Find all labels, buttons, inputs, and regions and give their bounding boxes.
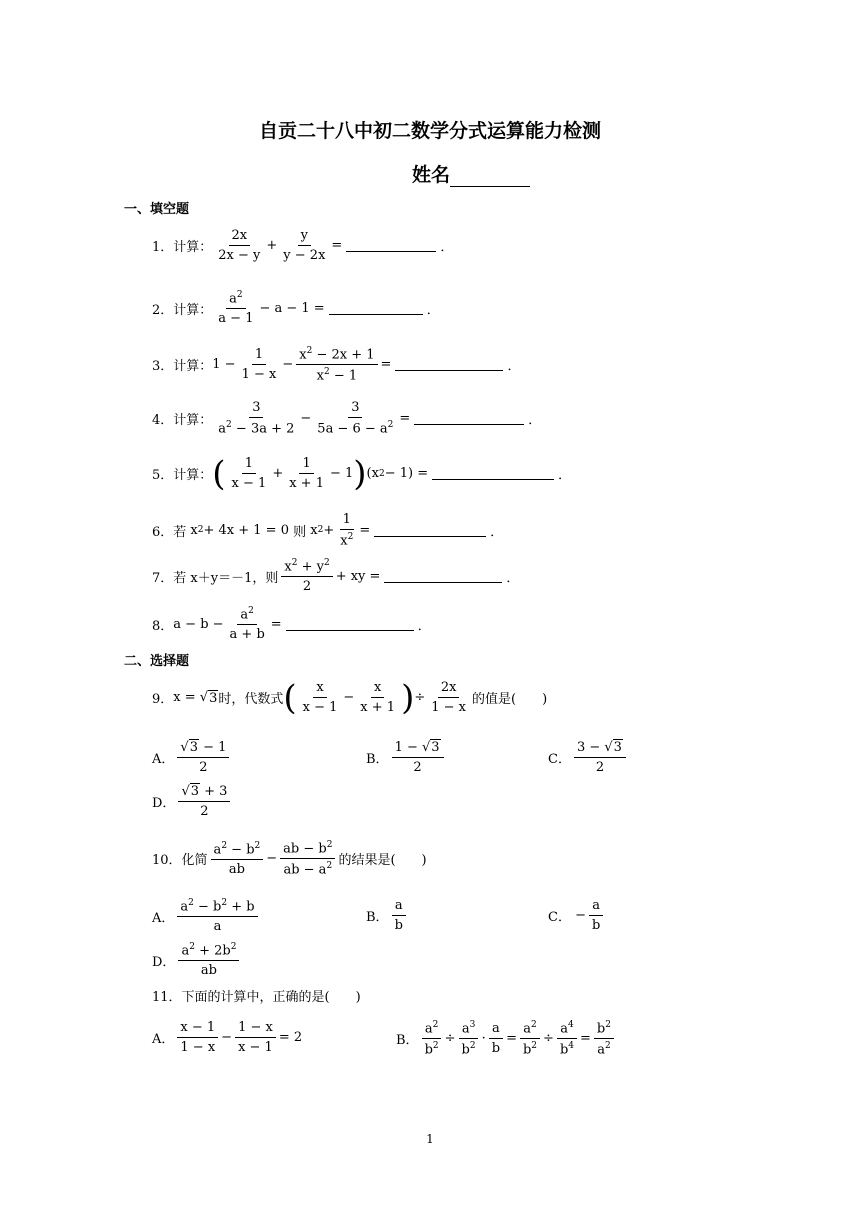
answer-blank [346,239,436,252]
fraction: $\frac{2x}{2x - y}$ [218,228,261,263]
question-label: 2．计算： [152,302,213,318]
fraction: $\frac{x^2 + y^2}{2}$ [281,558,332,594]
option-9c: C． $\frac{3 - √3}{2}$ [548,740,629,775]
question-label: 10．化简 [152,853,208,869]
fraction: $\frac{ab - b^2}{ab - a^2}$ [280,840,335,878]
page-number: 1 [426,1132,434,1146]
section-choice: 二、选择题 [124,654,190,669]
fraction: $\frac{a^2}{a - 1}$ [218,290,254,327]
question-label: 7．若 x＋y＝－1，则 [152,570,279,586]
fraction: $\frac{a}{b}$ [392,898,406,933]
name-label: 姓名 [412,164,451,186]
fraction: $\frac{a^2}{a + b}$ [229,606,265,643]
answer-blank [329,302,423,315]
option-10c: C． − $\frac{a}{b}$ [548,898,606,933]
fraction: $\frac{a^2}{b^2}$ [520,1020,540,1058]
fraction: $\frac{x - 1}{1 - x}$ [177,1020,218,1055]
question-label: 5．计算： [152,468,213,483]
question-1: 1．计算： $\frac{2x}{2x - y}$ + $\frac{y}{y - 2x}$ = ． [152,228,454,263]
answer-blank [374,524,486,537]
option-11a: A． $\frac{x - 1}{1 - x}$ − $\frac{1 - x}{x - 1}$ = 2 [152,1020,303,1055]
question-6: 6．若 x 2 + 4x + 1 = 0 则 x 2 + $\frac{1}{x^2}$ = ． [152,512,504,549]
option-10a: A． $\frac{a^2 - b^2 + b}{a}$ [152,898,261,934]
fraction: $\frac{b^2}{a^2}$ [594,1020,614,1058]
answer-blank [432,467,554,480]
fraction: $\frac{a}{b}$ [589,898,603,933]
fraction: $\frac{1}{x + 1}$ [289,456,324,491]
fraction: $\frac{√3 - 1}{2}$ [177,740,229,775]
option-9d: D． $\frac{√3 + 3}{2}$ [152,784,233,819]
section-fill: 一、填空题 [124,202,190,217]
option-10d: D． $\frac{a^2 + 2b^2}{ab}$ [152,942,242,978]
fraction: $\frac{2x}{1 - x}$ [431,680,466,715]
fraction: $\frac{3 - √3}{2}$ [574,740,626,775]
question-11 [152,986,361,1005]
question-label: 1．计算： [152,240,213,255]
fraction: $\frac{1}{x^2}$ [340,512,354,549]
fraction: $\frac{1 - x}{x - 1}$ [235,1020,276,1055]
answer-blank [384,570,502,583]
name-field [412,160,530,187]
option-10b: B． $\frac{a}{b}$ [366,898,409,933]
fraction: $\frac{1 - √3}{2}$ [392,740,444,775]
fraction: $\frac{a^2 - b^2 + b}{a}$ [177,898,257,934]
page-title: 自贡二十八中初二数学分式运算能力检测 [258,120,601,142]
question-label: 9． [152,692,174,707]
fraction: $\frac{a^2 + 2b^2}{ab}$ [178,942,239,978]
fraction: $\frac{a^3}{b^2}$ [459,1020,479,1058]
fraction: $\frac{1}{1 - x}$ [241,347,277,383]
answer-blank [286,618,414,631]
option-9b: B． $\frac{1 - √3}{2}$ [366,740,447,775]
name-blank [450,168,530,187]
question-9: 9． x = √ 3 时，代数式 ( $\frac{x}{x - 1}$ − $\frac{x}{x + 1}$ ) ÷ $\frac{2x}{1 - x}$ 的值是( ) [152,677,548,718]
question-3: 3．计算： 1 − $\frac{1}{1 - x}$ − $\frac{x^2 - 2x + 1}{x^2 - 1}$ = ． [152,346,521,384]
fraction: $\frac{a^2}{b^2}$ [422,1020,442,1058]
option-11b: B． $\frac{a^2}{b^2}$ ÷ $\frac{a^3}{b^2}$ · $\frac{a}{b}$ = $\frac{a^2}{b^2}$ ÷ $\frac{a^4}{b^4}$ = $\frac{b^2}{a^2}$ [396,1020,617,1058]
question-8: 8． a − b − $\frac{a^2}{a + b}$ = ． [152,606,431,643]
fraction: $\frac{3}{a^2 - 3a + 2}$ [218,400,295,437]
fraction: $\frac{a^4}{b^4}$ [557,1020,577,1058]
question-label: 3．计算： [152,359,213,375]
question-7: 7．若 x＋y＝－1，则 $\frac{x^2 + y^2}{2}$ + xy = ． [152,558,520,595]
fraction: $\frac{1}{x - 1}$ [231,456,267,491]
question-label: 4．计算： [152,412,213,428]
question-2: 2．计算： $\frac{a^2}{a - 1}$ − a − 1 = ． [152,290,440,327]
fraction: $\frac{a^2 - b^2}{ab}$ [211,841,264,877]
fraction: $\frac{y}{y - 2x}$ [283,228,326,263]
fraction: $\frac{x}{x - 1}$ [302,680,338,715]
fraction: $\frac{a}{b}$ [489,1021,503,1056]
question-4: 4．计算： $\frac{3}{a^2 - 3a + 2}$ − $\frac{3}{5a - 6 - a^2}$ = ． [152,400,542,437]
question-label: 11．下面的计算中，正确的是( ) [152,990,361,1005]
question-5: 5．计算： ( $\frac{1}{x - 1}$ + $\frac{1}{x + 1}$ − 1 ) (x 2 − 1) = ． [152,453,572,494]
option-9a: A． $\frac{√3 - 1}{2}$ [152,740,232,775]
fraction: $\frac{√3 + 3}{2}$ [178,784,230,819]
question-label: 8． [152,618,174,634]
answer-blank [395,358,503,371]
fraction: $\frac{3}{5a - 6 - a^2}$ [317,400,394,437]
question-10: 10．化简 $\frac{a^2 - b^2}{ab}$ − $\frac{ab - b^2}{ab - a^2}$ 的结果是( ) [152,840,427,878]
question-label: 6．若 [152,524,187,540]
answer-blank [414,412,524,425]
fraction: $\frac{x}{x + 1}$ [360,680,396,715]
fraction: $\frac{x^2 - 2x + 1}{x^2 - 1}$ [296,346,377,384]
